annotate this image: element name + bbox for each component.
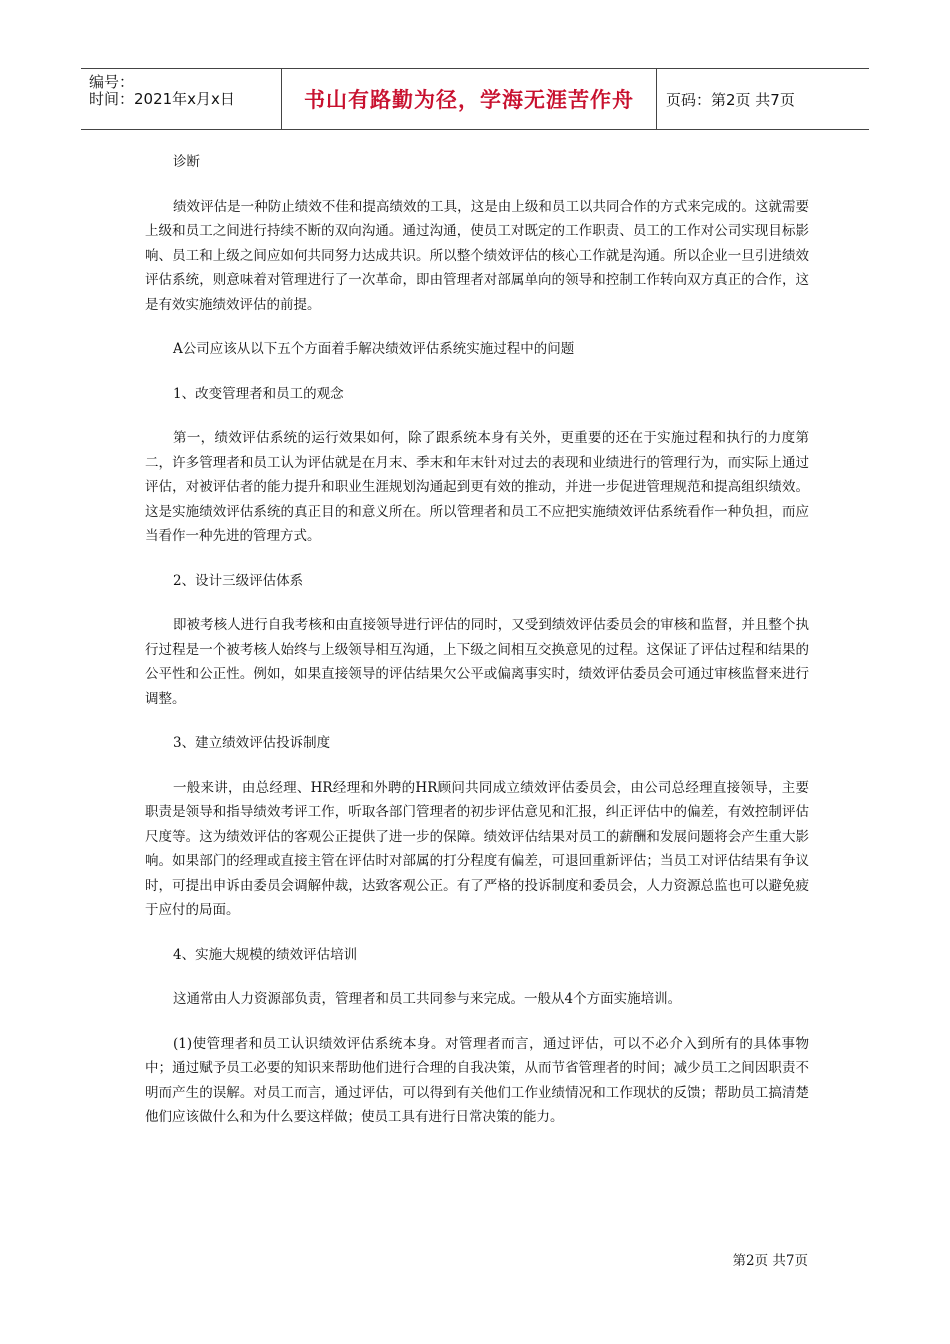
section-heading: A公司应该从以下五个方面着手解决绩效评估系统实施过程中的问题 xyxy=(173,341,575,357)
paragraph: 即被考核人进行自我考核和由直接领导进行评估的同时，又受到绩效评估委员会的审核和监督，并且整个执行过程是一个被考核人始终与上级领导相互沟通，上下级之间相互交换意见的过程。这保证了评估过程和结果的公平性和公正性。例如，如果直接领导的评估结果欠公平或偏离事实时，绩效评估委员会可通过审核监督来进行调整。 xyxy=(145,617,809,707)
paragraph: 一般来讲，由总经理、HR经理和外聘的HR顾问共同成立绩效评估委员会，由公司总经理直接领导，主要职责是领导和指导绩效考评工作，听取各部门管理者的初步评估意见和汇报，纠正评估中的偏差，有效控制评估尺度等。这为绩效评估的客观公正提供了进一步的保障。绩效评估结果对员工的薪酬和发展问题将会产生重大影响。如果部门的经理或直接主管在评估时对部属的打分程度有偏差，可退回重新评估；当员工对评估结果有争议时，可提出申诉由委员会调解仲裁，达致客观公正。有了严格的投诉制度和委员会，人力资源总监也可以避免疲于应付的局面。 xyxy=(145,779,809,918)
header-meta-cell xyxy=(81,69,281,129)
paragraph: 第一，绩效评估系统的运行效果如何，除了跟系统本身有关外，更重要的还在于实施过程和执行的力度第二，许多管理者和员工认为评估就是在月末、季末和年末针对过去的表现和业绩进行的管理行为，而实际上通过评估，对被评估者的能力提升和职业生涯规划沟通起到更有效的推动，并进一步促进管理规范和提高组织绩效。这是实施绩效评估系统的真正目的和意义所在。所以管理者和员工不应把实施绩效评估系统看作一种负担，而应当看作一种先进的管理方式。 xyxy=(145,430,809,544)
header-motto-cell xyxy=(281,69,657,129)
section-heading: 诊断 xyxy=(173,154,200,170)
section-heading: 3、建立绩效评估投诉制度 xyxy=(173,735,331,751)
header-motto: 书山有路勤为径，学海无涯苦作舟 xyxy=(304,88,634,112)
document-date-label: 时间：2021年x月x日 xyxy=(89,90,235,108)
page-footer-number: 第2页 共7页 xyxy=(732,1253,808,1269)
paragraph: 绩效评估是一种防止绩效不佳和提高绩效的工具，这是由上级和员工以共同合作的方式来完成的。这就需要上级和员工之间进行持续不断的双向沟通。通过沟通，使员工对既定的工作职责、员工的工作对公司实现目标影响、员工和上级之间应如何共同努力达成共识。所以整个绩效评估的核心工作就是沟通。所以企业一旦引进绩效评估系统，则意味着对管理进行了一次革命，即由管理者对部属单向的领导和控制工作转向双方真正的合作，这是有效实施绩效评估的前提。 xyxy=(145,198,809,313)
section-heading: 2、设计三级评估体系 xyxy=(173,572,304,589)
header-page-cell xyxy=(656,69,869,129)
section-heading: 1、改变管理者和员工的观念 xyxy=(173,385,344,402)
paragraph: 这通常由人力资源部负责，管理者和员工共同参与来完成。一般从4个方面实施培训。 xyxy=(173,991,682,1007)
document-number-label: 编号： xyxy=(89,73,135,91)
page-header xyxy=(81,68,869,130)
paragraph: (1)使管理者和员工认识绩效评估系统本身。对管理者而言，通过评估，可以不必介入到所有的具体事物中；通过赋予员工必要的知识来帮助他们进行合理的自我决策，从而节省管理者的时间；减少员工之间因职责不明而产生的误解。对员工而言，通过评估，可以得到有关他们工作业绩情况和工作现状的反馈；帮助员工搞清楚他们应该做什么和为什么要这样做；使员工具有进行日常决策的能力。 xyxy=(145,1035,809,1125)
section-heading: 4、实施大规模的绩效评估培训 xyxy=(173,946,358,963)
header-page-number: 页码：第2页 共7页 xyxy=(666,90,795,109)
document-body xyxy=(145,150,809,1150)
